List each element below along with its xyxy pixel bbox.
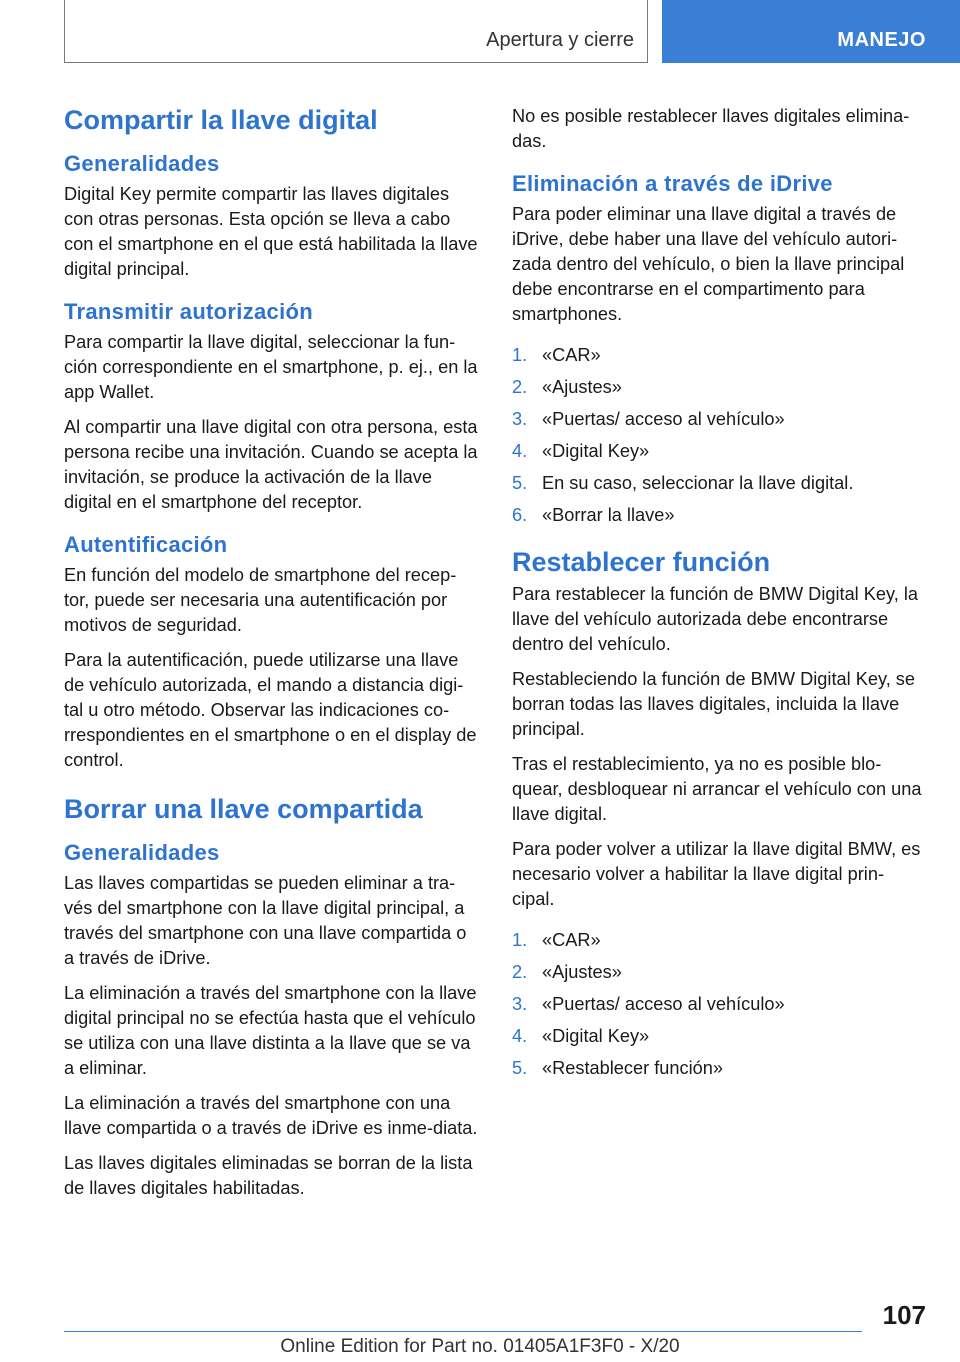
right-column — [512, 104, 926, 1099]
step-number: 2. — [512, 962, 528, 982]
step-text: «CAR» — [542, 345, 601, 365]
paragraph: Para poder volver a utilizar la llave digital BMW, es necesario volver a habilitar la llave digital prin-cipal. — [512, 839, 921, 909]
step-text: En su caso, seleccionar la llave digital. — [542, 473, 854, 493]
section-generalidades-share — [64, 150, 478, 282]
paragraph: Tras el restablecimiento, ya no es posible blo-quear, desbloquear ni arrancar el vehículo con una llave digital. — [512, 754, 922, 824]
step-number: 1. — [512, 930, 528, 950]
list-item — [512, 503, 926, 528]
paragraph: Restableciendo la función de BMW Digital Key, se borran todas las llaves digitales, incluida la llave principal. — [512, 669, 916, 739]
paragraph: Para poder eliminar una llave digital a través de iDrive, debe haber una llave del vehículo autori-zada dentro del vehículo, o bien la llave principal debe encontrarse en el compartimento para smartphones. — [512, 204, 905, 324]
paragraph: La eliminación a través del smartphone con una llave compartida o a través de iDrive es inme-diata. — [64, 1093, 478, 1138]
header-section-title: Apertura y cierre — [486, 29, 634, 51]
header-chapter-label: MANEJO — [837, 29, 926, 51]
subheading-generalidades: Generalidades — [64, 151, 220, 176]
section-idrive-delete — [512, 170, 926, 528]
header-chapter-tab — [662, 0, 960, 63]
section-restablecer — [512, 546, 926, 1081]
step-number: 2. — [512, 377, 528, 397]
list-item — [512, 407, 926, 432]
step-text: «Digital Key» — [542, 441, 650, 461]
step-text: «Puertas/ acceso al vehículo» — [542, 994, 785, 1014]
step-number: 3. — [512, 409, 528, 429]
step-text: «Restablecer función» — [542, 1058, 723, 1078]
step-text: «Borrar la llave» — [542, 505, 675, 525]
step-number: 6. — [512, 505, 528, 525]
paragraph-intro: No es posible restablecer llaves digitales elimina-das. — [512, 106, 910, 151]
paragraph: En función del modelo de smartphone del recep-tor, puede ser necesaria una autentificación por motivos de seguridad. — [64, 565, 457, 635]
step-number: 3. — [512, 994, 528, 1014]
step-number: 1. — [512, 345, 528, 365]
subheading-transmitir: Transmitir autorización — [64, 299, 313, 324]
paragraph: Las llaves compartidas se pueden eliminar a tra-vés del smartphone con la llave digital principal, a través del smartphone con una llave compartida o a través de iDrive. — [64, 873, 467, 968]
paragraph: Digital Key permite compartir las llaves digitales con otras personas. Esta opción se lleva a cabo con el smartphone en el que está habilitada la llave digital principal. — [64, 184, 478, 279]
subheading-autentificacion: Autentificación — [64, 532, 228, 557]
heading-share-digital-key: Compartir la llave digital — [64, 105, 378, 135]
paragraph: Las llaves digitales eliminadas se borran de la lista de llaves digitales habilitadas. — [64, 1153, 473, 1198]
step-number: 4. — [512, 1026, 528, 1046]
list-item — [512, 928, 926, 953]
step-number: 5. — [512, 1058, 528, 1078]
list-item — [512, 343, 926, 368]
page-number: 107 — [882, 1300, 926, 1330]
subheading-idrive: Eliminación a través de iDrive — [512, 171, 833, 196]
step-text: «Digital Key» — [542, 1026, 650, 1046]
step-text: «Puertas/ acceso al vehículo» — [542, 409, 785, 429]
steps-list-restablecer — [512, 928, 926, 1081]
paragraph: La eliminación a través del smartphone con la llave digital principal no se efectúa hasta que el vehículo se utiliza con una llave distinta a la llave que se va a eliminar. — [64, 983, 477, 1078]
paragraph: Para compartir la llave digital, seleccionar la fun-ción correspondiente en el smartphone, p. ej., en la app Wallet. — [64, 332, 478, 402]
step-text: «CAR» — [542, 930, 601, 950]
heading-restablecer: Restablecer función — [512, 547, 771, 577]
step-text: «Ajustes» — [542, 962, 622, 982]
list-item — [512, 992, 926, 1017]
section-transmitir — [64, 298, 478, 515]
left-column — [64, 104, 478, 1217]
list-item — [512, 439, 926, 464]
list-item — [512, 960, 926, 985]
section-autentificacion — [64, 531, 478, 773]
footer-edition-text: Online Edition for Part no. 01405A1F3F0 - X/20 — [280, 1336, 680, 1357]
heading-delete-shared-key: Borrar una llave compartida — [64, 794, 423, 824]
step-number: 4. — [512, 441, 528, 461]
list-item — [512, 1056, 926, 1081]
paragraph: Al compartir una llave digital con otra persona, esta persona recibe una invitación. Cuando se acepta la invitación, se produce la activación de la llave digital en el smartphone del receptor. — [64, 417, 478, 512]
step-number: 5. — [512, 473, 528, 493]
subheading-generalidades: Generalidades — [64, 840, 220, 865]
paragraph: Para la autentificación, puede utilizarse una llave de vehículo autorizada, el mando a distancia digi-tal u otro método. Observar las indicaciones co-rrespondientes en el smartphone o en el display de control. — [64, 650, 477, 770]
footer-divider — [64, 1331, 862, 1332]
steps-list-idrive — [512, 343, 926, 528]
paragraph: Para restablecer la función de BMW Digital Key, la llave del vehículo autorizada debe encontrarse dentro del vehículo. — [512, 584, 919, 654]
step-text: «Ajustes» — [542, 377, 622, 397]
list-item — [512, 471, 926, 496]
section-generalidades-delete — [64, 839, 478, 1201]
list-item — [512, 375, 926, 400]
list-item — [512, 1024, 926, 1049]
